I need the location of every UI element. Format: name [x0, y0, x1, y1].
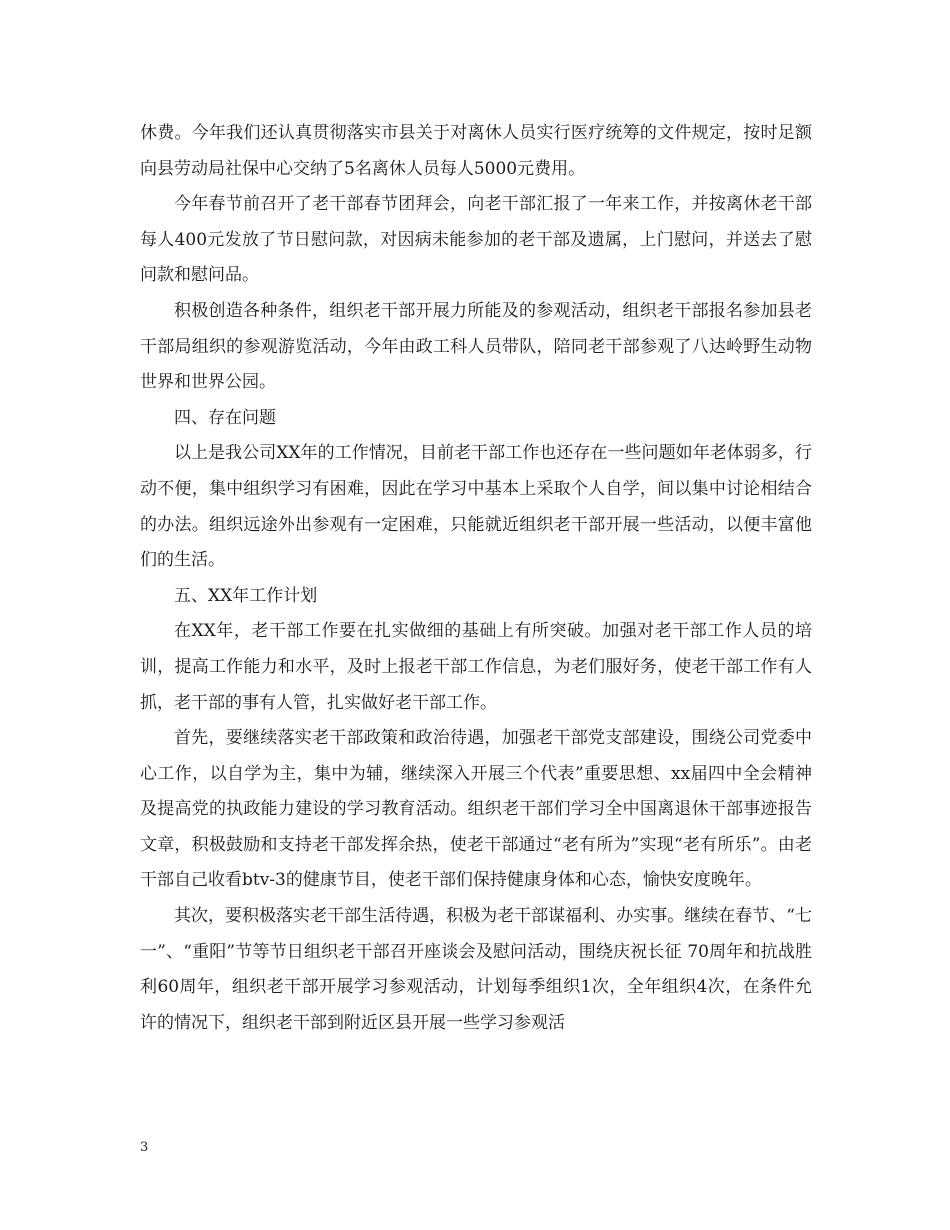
page-number: 3 — [140, 1140, 149, 1155]
paragraph: 休费。今年我们还认真贯彻落实市县关于对离休人员实行医疗统筹的文件规定，按时足额向县劳动局社保中心交纳了5名离休人员每人5000元费用。 — [140, 123, 812, 179]
section-heading: 四、存在问题 — [174, 407, 276, 428]
document-body — [140, 116, 812, 1041]
paragraph: 以上是我公司XX年的工作情况，目前老干部工作也还存在一些问题如年老体弱多，行动不便，集中组织学习有困难，因此在学习中基本上采取个人自学，间以集中讨论相结合的办法。组织远途外出参观有一定困难，只能就近组织老干部开展一些活动，以便丰富他们的生活。 — [140, 443, 812, 571]
paragraph: 首先，要继续落实老干部政策和政治待遇，加强老干部党支部建设，围绕公司党委中心工作，以自学为主，集中为辅，继续深入开展三个代表”重要思想、xx届四中全会精神及提高党的执政能力建设的学习教育活动。组织老干部们学习全中国离退休干部事迹报告文章，积极鼓励和支持老干部发挥余热，使老干部通过“老有所为”实现“老有所乐”。由老干部自己收看btv-3的健康节目，使老干部们保持健康身体和心态，愉快安度晚年。 — [140, 728, 812, 891]
paragraph: 在XX年，老干部工作要在扎实做细的基础上有所突破。加强对老干部工作人员的培训，提高工作能力和水平，及时上报老干部工作信息，为老们服好务，使老干部工作有人抓，老干部的事有人管，扎实做好老干部工作。 — [140, 621, 812, 713]
paragraph: 其次，要积极落实老干部生活待遇，积极为老干部谋福利、办实事。继续在春节、“七一”、“重阳”节等节日组织老干部召开座谈会及慰问活动，围绕庆祝长征 70周年和抗战胜利60周年，组织老干部开展学习参观活动，计划每季组织1次，全年组织4次，在条件允许的情况下，组织老干部到附近区县开展一些学习参观活 — [140, 906, 812, 1033]
paragraph: 积极创造各种条件，组织老干部开展力所能及的参观活动，组织老干部报名参加县老干部局组织的参观游览活动，今年由政工科人员带队，陪同老干部参观了八达岭野生动物世界和世界公园。 — [140, 300, 812, 393]
section-heading: 五、XX年工作计划 — [174, 585, 318, 606]
paragraph: 今年春节前召开了老干部春节团拜会，向老干部汇报了一年来工作，并按离休老干部每人400元发放了节日慰问款，对因病未能参加的老干部及遗属，上门慰问，并送去了慰问款和慰问品。 — [140, 194, 812, 286]
